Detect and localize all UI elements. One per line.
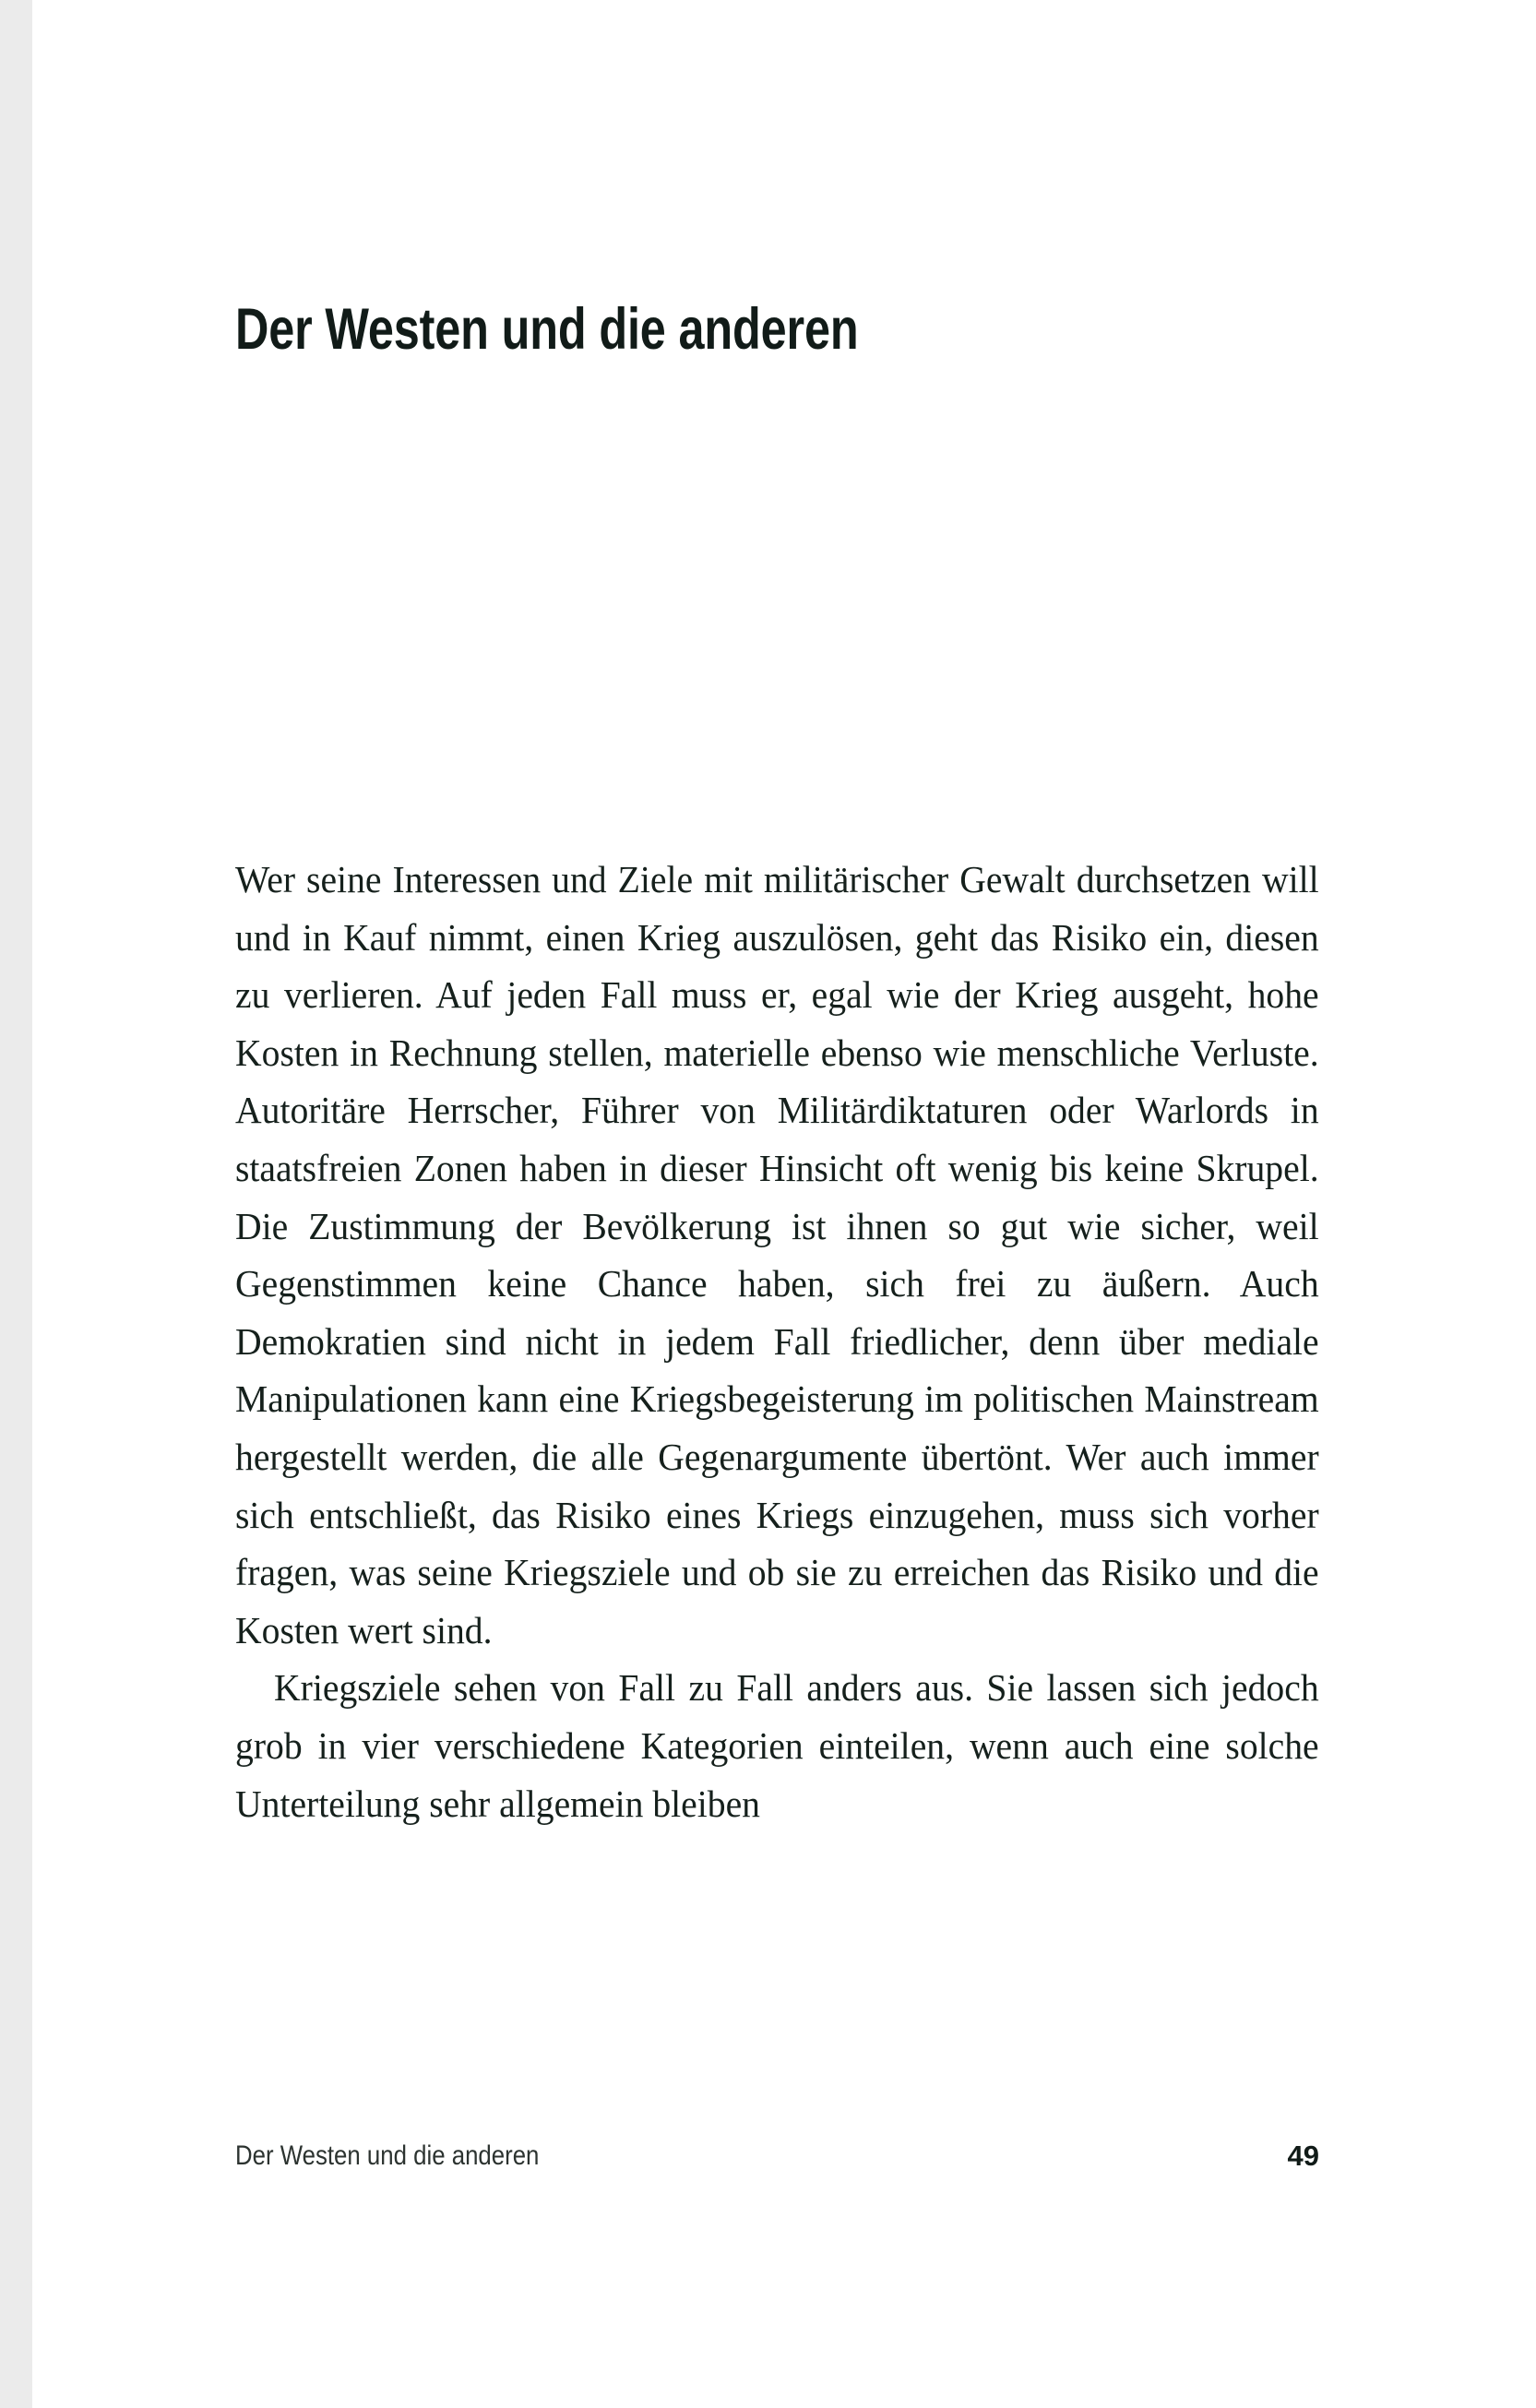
body-paragraph-1: Wer seine Interessen und Ziele mit militärischer Gewalt durchsetzen will und in Kauf nimmt, einen Krieg auszulösen, geht das Risiko ein, diesen zu verlieren. Auf jeden Fall muss er, egal wie der Krieg ausgeht, hohe Kosten in Rechnung stellen, materielle ebenso wie menschliche Verluste. Autoritäre Herrscher, Führer von Militärdiktaturen oder Warlords in staatsfreien Zonen haben in dieser Hinsicht oft wenig bis keine Skrupel. Die Zustimmung der Bevölkerung ist ihnen so gut wie sicher, weil Gegenstimmen keine Chance haben, sich frei zu äußern. Auch Demokratien sind nicht in jedem Fall friedlicher, denn über mediale Manipulationen kann eine Kriegsbegeisterung im politischen Mainstream hergestellt werden, die alle Gegenargumente übertönt. Wer auch immer sich entschließt, das Risiko eines Kriegs einzugehen, muss sich vorher fragen, was seine Kriegsziele und ob sie zu erreichen das Risiko und die Kosten wert sind. (235, 858, 1319, 1651)
page-gutter-strip (0, 0, 32, 2408)
running-head-label: Der Westen und die anderen (235, 2140, 540, 2171)
chapter-title: Der Westen und die anderen (235, 297, 859, 363)
body-paragraph-2: Kriegsziele sehen von Fall zu Fall anders aus. Sie lassen sich jedoch grob in vier verschiedene Kategorien einteilen, wenn auch eine solche Unterteilung sehr allgemein bleiben (235, 1666, 1319, 1825)
body-text-block (235, 851, 1319, 1832)
page-number-label: 49 (1287, 2140, 1319, 2172)
book-page (32, 0, 1536, 2408)
page-footer (235, 2137, 1319, 2179)
